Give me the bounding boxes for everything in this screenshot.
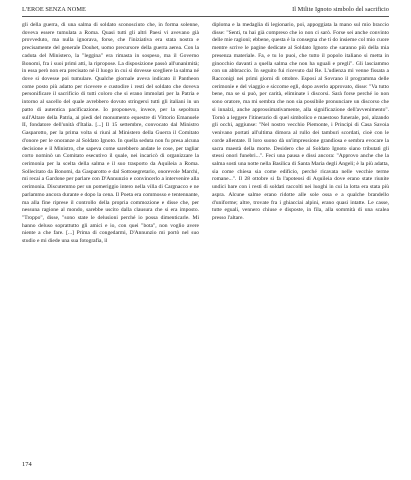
page-number: 174 xyxy=(22,461,32,468)
body-text-left: gli della guerra, di una salma di soldato sconosciuto che, in forma solenne, doveva essere tumulata a Roma. Quasi tutti gli altri Paesi vi avevano già provveduto, ma nulla ignorava, forse, che l'iniziativa era stata nostra e precisamente del generale Douhet, uomo precursore della guerra aerea. Con la caduta del Ministero, la "leggina" era rimasta in sospeso, ma il Governo Bonomi, fra i suoi primi atti, la ripropose. La disposizione passò all'unanimità; in essa però non era precisato né il luogo in cui si dovesse scegliere la salma né dove si dovesse poi tumulare. Qualche giornale aveva indicato il Pantheon come posto più adatto per ricevere e custodire i resti del soldato che doveva personificare il sacrificio di tutti coloro che si erano immolati per la Patria e intorno al sacello del quale avrebbero dovuto stringersi tutti gli italiani in un patto di autentica pacificazione. Io proponevo, invece, per la sepoltura sull'Altare della Patria, ai piedi del monumento equestre di Vittorio Emanuele II, fondatore dell'unità d'Italia. [...] Il 15 settembre, convocato dal Ministro Gasparotto, per la prima volta si riunì al Ministero della Guerra il Comitato d'onore per le onoranze al Soldato Ignoto. In quella seduta non fu presa alcuna decisione e il Ministro, che sapeva come sarebbero andate le cose, per tagliar corto nominò un Comitato esecutivo il quale, nei incaricò di organizzare la cerimonia per la scelta della salma e il suo trasporto da Aquileia a Roma. Sollecitato da Bonomi, da Gasparotto e dal Sottosegretario, onorevole Marchi, mi recai a Gardone per parlare con D'Annunzio e convincerlo a intervenire alla cerimonia. Discutemmo per un pomeriggio intero nella villa di Cargnacco e ne parlammo ancora durante e dopo la cena. Il Poeta era commosso e tentennante, ma alla fine riprese il controllo della propria commozione e disse che, per nessuna ragione al mondo, sarebbe uscito dalla clausura che si era imposto. "Troppo", disse, "sono state le delusioni perché io possa dimenticarle. Mi hanno deluso soprattutto gli amici e io, con quei "bota", non voglio avere niente a che fare. [...] Prima di congedarmi, D'Annunzio mi portò nel suo studio e mi diede una sua fotografia, il xyxy=(22,22,199,245)
running-head-book-title: L'EROE SENZA NOME xyxy=(22,6,86,13)
text-column-left xyxy=(22,22,199,246)
running-head-chapter-title: Il Milite Ignoto simbolo del sacrificio xyxy=(292,6,389,13)
text-column-right xyxy=(212,22,389,223)
header-rule xyxy=(22,16,389,17)
running-head xyxy=(22,6,389,16)
body-text-right: diploma e la medaglia di legionario, poi, appoggiata la mano sul mio braccio disse: "Senti, tu hai già compreso che io non ci sarò. Forse sei anche convinto delle mie ragioni; ebbene, questa è la consegna che ti do insieme col mio cuore mentre scrive le pagine dedicate al Soldato Ignoto che saranno più della mia presenza materiale. Fa, e tu lo puoi, che tutto il popolo italiano si metta in ginocchio davanti a quella salma che non ha uguali e pregli". Gli lasciammo con un abbraccio. In seguito fui ricevuto dal Re. L'udienza mi venne fissata a Racconigi nei primi giorni di ottobre. Esposi al Sovrano il programma delle cerimonie e del viaggio e siccome egli, dopo averlo approvato, disse: "Va tutto bene, ma se si può, per carità, eliminate i discorsi. Sarà forse perché io non sono oratore, ma mi sembra che non sia possibile pronunciare un discorso che si innalzi, anche approssimativamente, alla significazione dell'avvenimento". Tornò a leggere l'itinerario di quel simbolico e maestoso funerale, poi, alzando gli occhi, aggiunse: "Nel nostro vecchio Piemonte, i Principi di Casa Savoia venivano portati all'ultima dimora al rullo dei tamburi scordati, cioè con le corde allentate. Il loro suono dà un'impressione grandiosa e sembra evocare la sacra maestà della morte. Desidero che al Soldato Ignoto siano tributati gli stessi onori funebri...". Feci una pausa e dissi ancora: "Approvo anche che la salma sosti una notte nella Basilica di Santa Maria degli Angeli; è la più adatta, sia come chiesa sia come edificio, perché ricavata nelle vecchie terme romane...". Il 28 ottobre si fa l'apoteosi di Aquileia dove erano state riunite undici bare con i resti di soldati raccolti nei luoghi in cui la lotta era stata più aspra. Alcune salme erano ridotte alle sole ossa e a qualche brandello d'uniforme; altre, trovate fra i ghiacciai alpini, erano quasi intatte. Le casse, tutte eguali, vennero chiuse e disposte, in fila, alla sommità di una scalea presso l'altare. xyxy=(212,22,389,221)
